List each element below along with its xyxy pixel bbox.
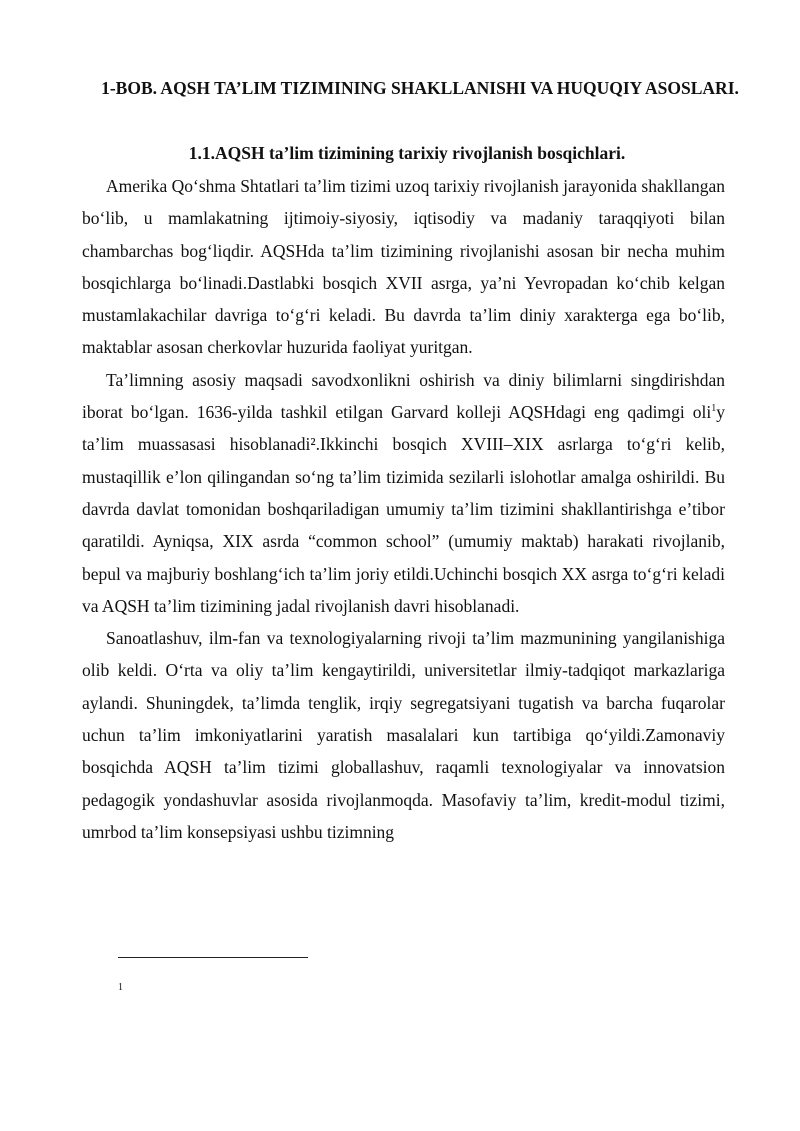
body-text bbox=[82, 170, 725, 848]
paragraph: Amerika Qo‘shma Shtatlari ta’lim tizimi uzoq tarixiy rivojlanish jarayonida shakllangan bo‘lib, u mamlakatning ijtimoiy-siyosiy, iqtisodiy va madaniy taraqqiyoti bilan chambarchas bog‘liqdir. AQSHda ta’lim tizimining rivojlanishi asosan bir necha muhim bosqichlarga bo‘linadi.Dastlabki bosqich XVII asrga, ya’ni Yevropadan ko‘chib kelgan mustamlakachilar davriga to‘g‘ri keladi. Bu davrda ta’lim diniy xarakterga ega bo‘lib, maktablar asosan cherkovlar huzurida faoliyat yuritgan. bbox=[82, 176, 725, 358]
footnote-separator bbox=[118, 957, 308, 958]
paragraph: Sanoatlashuv, ilm-fan va texnologiyalarning rivoji ta’lim mazmunining yangilanishiga olib keldi. O‘rta va oliy ta’lim kengaytirildi, universitetlar ilmiy-tadqiqot markazlariga aylandi. Shuningdek, ta’limda tenglik, irqiy segregatsiyani tugatish va barcha fuqarolar uchun ta’lim imkoniyatlarini yaratish masalalari kun tartibiga qo‘yildi.Zamonaviy bosqichda AQSH ta’lim tizimi globallashuv, raqamli texnologiyalar va innovatsion pedagogik yondashuvlar asosida rivojlanmoqda. Masofaviy ta’lim, kredit-modul tizimi, umrbod ta’lim konsepsiyasi ushbu tizimning bbox=[82, 628, 725, 842]
footnote-number: 1 bbox=[118, 982, 123, 993]
chapter-title: 1-BOB. AQSH TA’LIM TIZIMINING SHAKLLANISHI VA HUQUQIY ASOSLARI. bbox=[101, 78, 739, 98]
paragraph-text: Ta’limning asosiy maqsadi savodxonlikni oshirish va diniy bilimlarni singdirishdan iborat bo‘lgan. 1636-yilda tashkil etilgan Garvard kolleji AQSHdagi eng qadimgi oli bbox=[82, 369, 725, 423]
paragraph bbox=[82, 364, 725, 622]
footnote-reference[interactable]: 1 bbox=[711, 403, 717, 415]
section-title: 1.1.AQSH ta’lim tizimining tarixiy rivojlanish bosqichlari. bbox=[188, 143, 626, 163]
paragraph-text: y ta’lim muassasasi hisoblanadi².Ikkinchi bosqich XVIII–XIX asrlarga to‘g‘ri kelib, mustaqillik e’lon qilingandan so‘ng ta’lim tizimida sezilarli islohotlar amalga oshirildi. Bu davrda davlat tomonidan boshqariladigan umumiy ta’lim tizimini shakllantirishga e’tibor qaratildi. Ayniqsa, XIX asrda “common school” (umumiy maktab) harakati rivojlanib, bepul va majburiy boshlang‘ich ta’lim joriy etildi.Uchinchi bosqich XX asrga to‘g‘ri keladi va AQSH ta’lim tizimining jadal rivojlanish davri hisoblanadi. bbox=[82, 402, 725, 616]
